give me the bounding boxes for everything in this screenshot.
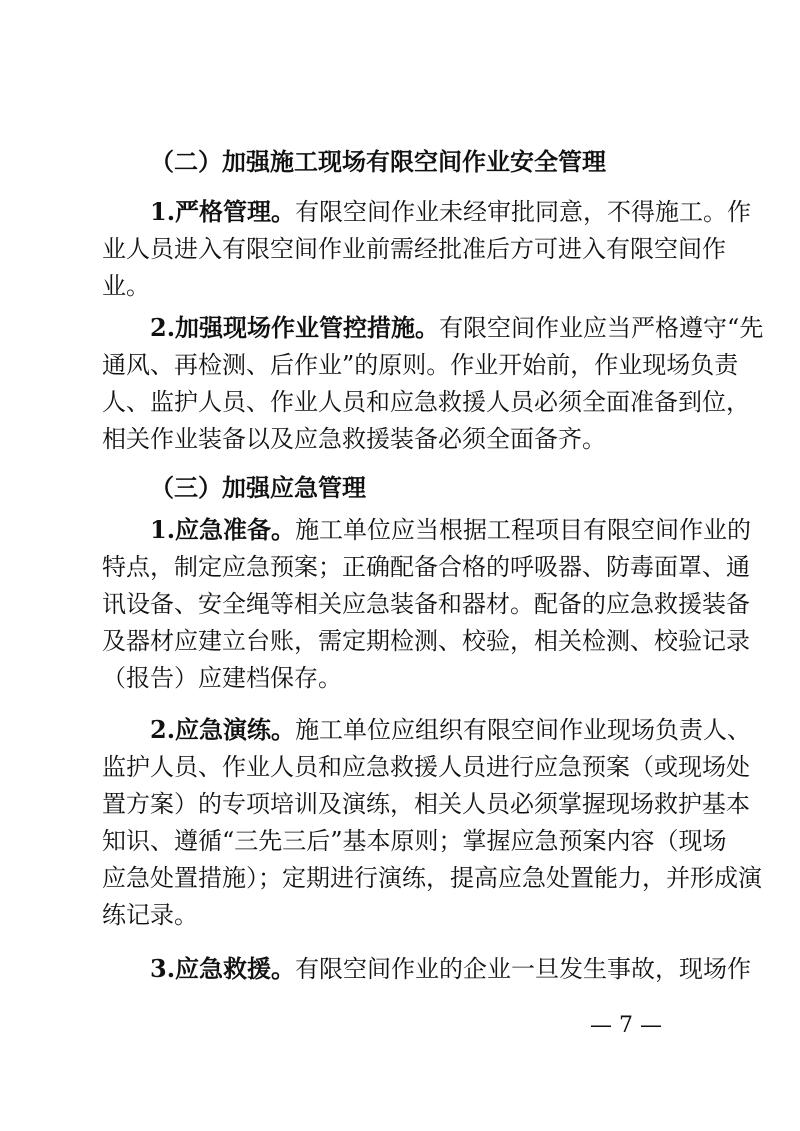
- section-heading-3: （三）加强应急管理: [150, 473, 366, 502]
- item-text: 施工单位应组织有限空间作业现场负责人、: [295, 716, 752, 744]
- item-text: 有限空间作业的企业一旦发生事故，现场作: [295, 955, 752, 983]
- paragraph-line: 监护人员、作业人员和应急救援人员进行应急预案（或现场处: [102, 753, 750, 781]
- item-title: 1.应急准备。: [150, 515, 296, 544]
- paragraph-line: 业。: [102, 272, 150, 300]
- paragraph-line: 特点，制定应急预案；正确配备合格的呼吸器、防毒面罩、通: [102, 553, 750, 581]
- item-text: 施工单位应当根据工程项目有限空间作业的: [295, 516, 752, 544]
- paragraph-line: 应急处置措施）；定期进行演练，提高应急处置能力，并形成演: [102, 864, 762, 892]
- section-heading-2: （二）加强施工现场有限空间作业安全管理: [150, 147, 606, 176]
- paragraph-line: 业人员进入有限空间作业前需经批准后方可进入有限空间作: [102, 235, 726, 263]
- item-text: 有限空间作业未经审批同意，不得施工。作: [295, 198, 752, 226]
- paragraph-line: （报告）应建档保存。: [102, 664, 342, 692]
- item-title: 1.严格管理。: [150, 197, 296, 226]
- item-title: 2.加强现场作业管控措施。: [150, 313, 440, 342]
- paragraph-line: [150, 194, 800, 230]
- paragraph-line: 练记录。: [102, 901, 198, 929]
- paragraph-line: 讯设备、安全绳等相关应急装备和器材。配备的应急救援装备: [102, 590, 750, 618]
- item-title: 3.应急救援。: [150, 954, 296, 983]
- page-number: — 7 —: [590, 1013, 662, 1038]
- paragraph-line: 人、监护人员、作业人员和应急救援人员必须全面准备到位，: [102, 388, 750, 416]
- paragraph-line: 通风、再检测、后作业”的原则。作业开始前，作业现场负责: [102, 351, 739, 379]
- paragraph-line: [150, 951, 800, 987]
- paragraph-line: [150, 310, 800, 346]
- paragraph-line: 知识、遵循“三先三后”基本原则；掌握应急预案内容（现场: [102, 827, 727, 855]
- paragraph-line: [150, 712, 800, 748]
- item-text: 有限空间作业应当严格遵守“先: [439, 314, 764, 342]
- paragraph-line: [150, 512, 800, 548]
- paragraph-line: 及器材应建立台账，需定期检测、校验，相关检测、校验记录: [102, 627, 750, 655]
- paragraph-line: 相关作业装备以及应急救援装备必须全面备齐。: [102, 425, 606, 453]
- paragraph-line: 置方案）的专项培训及演练，相关人员必须掌握现场救护基本: [102, 790, 750, 818]
- item-title: 2.应急演练。: [150, 715, 296, 744]
